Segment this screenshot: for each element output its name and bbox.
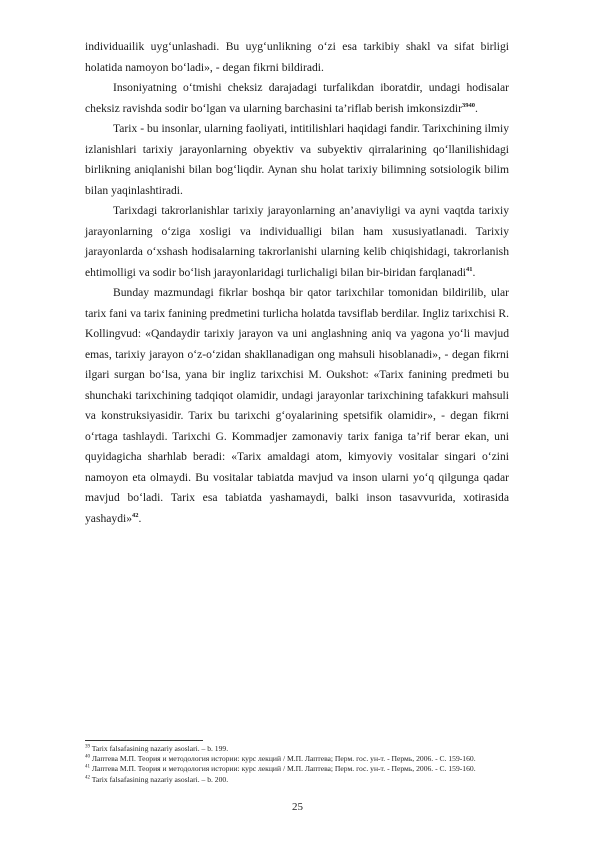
- paragraph: [85, 119, 509, 201]
- footnote-reference[interactable]: 3940: [462, 101, 476, 109]
- paragraph-text: Bunday mazmundagi fikrlar boshqa bir qator tarixchilar tomonidan bildirilib, ular tarix fani va tarix fanining predmetini turlicha holatda tavsiflab berdilar. Ingliz tarixchisi R. Kollingvud: «Qandaydir tarixiy jarayon va uni anglashning aniq va yagona yo‘li mavjud emas, tarixiy jarayon o‘z-o‘zidan shakllanadigan ong mahsuli hisoblanadi», - degan fikrni ilgari surgan bo‘lsa, yana bir ingliz tarixchisi M. Oukshot: «Tarix fanining predmeti bu shunchaki tarixchining tadqiqot olamidir, undagi jarayonlar tarixchining tafakkuri mahsuli va konstruksiyasidir. Tarix bu tarixchi g‘oyalarining spetsifik olamidir», - degan fikrni o‘rtaga tashlaydi. Tarixchi G. Kommadjer zamonaviy tarix faniga ta’rif berar ekan, uni quyidagicha sharhlab beradi: «Tarix amaldagi atom, kimyoviy vositalar singari o‘zini namoyon eta olmaydi. Bu vositalar tabiatda mavjud va inson ularni yo‘q qilgunga qadar mavjud bo‘ladi. Tarix esa tabiatda yashamaydi, balki inson tasavvurida, xotirasida yashaydi»: [85, 286, 509, 525]
- paragraph-text: .: [138, 511, 142, 525]
- footnote-number: 41: [85, 764, 90, 770]
- paragraph: [85, 37, 509, 78]
- footnote-separator: [85, 740, 203, 741]
- footnote-text: Tarix falsafasining nazariy asoslari. – b. 200.: [91, 774, 229, 784]
- footnote: [85, 754, 509, 764]
- footnotes-section: [85, 744, 509, 785]
- paragraph: [85, 201, 509, 283]
- paragraph: [85, 283, 509, 529]
- footnote-number: 42: [85, 775, 90, 781]
- page-number: 25: [292, 801, 303, 813]
- footnote: [85, 775, 509, 785]
- paragraph-text: .: [475, 101, 478, 115]
- footnote-text: Лаптева М.П. Теория и методология истории: курс лекций / М.П. Лаптева; Перм. гос. ун-т. - Пермь, 2006. - С. 159-160.: [91, 764, 476, 774]
- paragraph-text: Insoniyatning o‘tmishi cheksiz darajadagi turfalikdan iboratdir, undagi hodisalar cheksiz ravishda sodir bo‘lgan va ularning barchasini ta’riflab berish imkonsizdir: [85, 81, 509, 115]
- paragraph: [85, 78, 509, 119]
- footnote-text: Лаптева М.П. Теория и методология истории: курс лекций / М.П. Лаптева; Перм. гос. ун-т. - Пермь, 2006. - С. 159-160.: [91, 754, 476, 764]
- paragraph-text: individuailik uyg‘unlashadi. Bu uyg‘unlikning o‘zi esa tarkibiy shakl va sifat birligi holatida namoyon bo‘ladi», - degan fikrni bildiradi.: [85, 40, 509, 74]
- paragraph-text: Tarix - bu insonlar, ularning faoliyati, intitilishlari haqidagi fandir. Tarixchining ilmiy izlanishlari tarixiy jarayonlarning obyektiv va subyektiv qirralarining qo‘llanilishidagi birlikning aniqlanishi bilan bog‘liqdir. Aynan shu holat tarixiy bilimning sotsiologik bilim bilan yaqinlashtiradi.: [85, 122, 509, 197]
- footnote-reference[interactable]: 42: [132, 511, 139, 519]
- footnote-number: 39: [85, 744, 90, 750]
- footnote: [85, 744, 509, 754]
- footnote-number: 40: [85, 754, 90, 760]
- main-text-body: [85, 37, 509, 529]
- footnote: [85, 764, 509, 774]
- paragraph-text: .: [472, 265, 476, 279]
- footnote-reference[interactable]: 41: [465, 265, 473, 273]
- paragraph-text: Tarixdagi takrorlanishlar tarixiy jarayonlarning an’anaviyligi va ayni vaqtda tarixiy jarayonlarning o‘ziga xosligi va individualligi bilan ham xususiyatlanadi. Tarixiy jarayonlarda o‘xshash hodisalarning takrorlanishi ularning kelib chiqishidagi, takrorlanish ehtimolligi va sodir bo‘lish jarayonlaridagi turlichaligi bilan bir-biridan farqlanadi: [85, 204, 509, 279]
- footnote-text: Tarix falsafasining nazariy asoslari. – b. 199.: [91, 744, 229, 753]
